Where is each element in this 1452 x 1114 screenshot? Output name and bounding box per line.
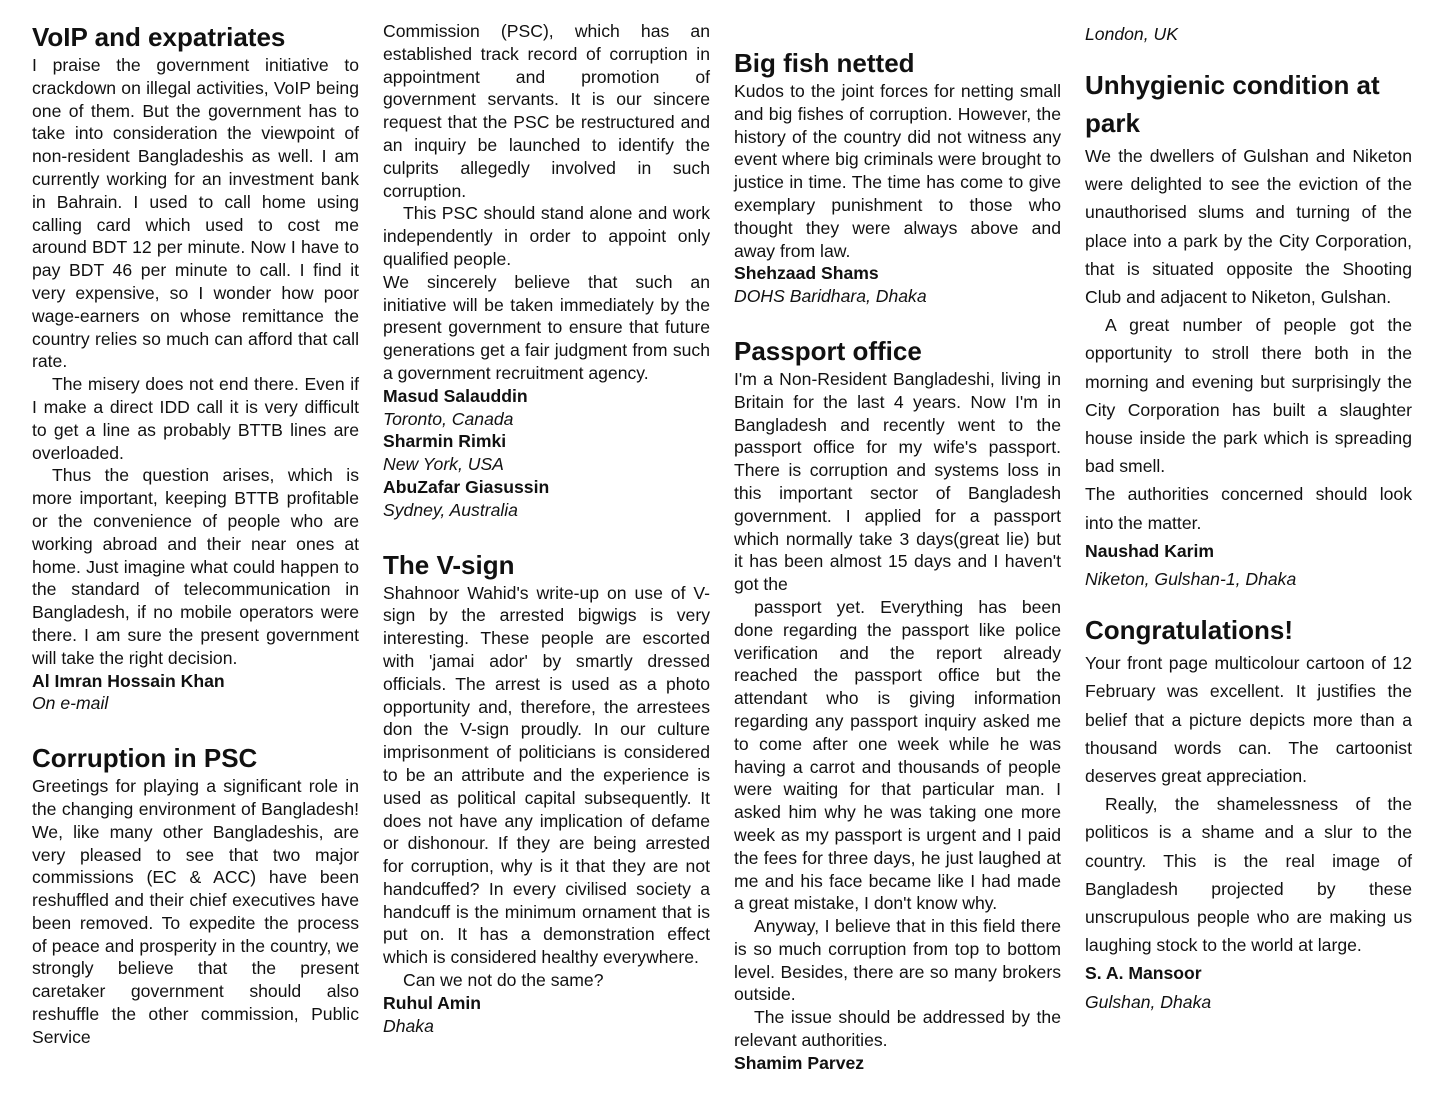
- congrats-location: Gulshan, Dhaka: [1085, 991, 1212, 1012]
- vsign-author: Ruhul Amin: [383, 992, 482, 1013]
- vsign-paragraph-2: Can we not do the same?: [403, 970, 604, 991]
- bigfish-author: Shehzaad Shams: [734, 263, 879, 284]
- spacer: [32, 715, 359, 741]
- psc-author-2: Sharmin Rimki: [383, 431, 507, 452]
- bigfish-paragraph-1: Kudos to the joint forces for netting small and big fishes of corruption. However, the history of the country did not witness any event where big criminals were brought to justice in time. The time has come to give exemplary punishment to those who thought they were always above and away from law.: [734, 81, 1061, 261]
- vsign-paragraph-1: Shahnoor Wahid's write-up on use of V-sign by the arrested bigwigs is very interesting. These people are escorted with 'jamai ador' by smartly dressed officials. The arrest is used as a photo opportunity and, therefore, the arrestees don the V-sign proudly. In our culture imprisonment of politicians is considered to be an attribute and the experience is used as political capital subsequently. It does not have any implication of defame or dishonour. If they are being arrested for corruption, why is it that they are not handcuffed? In every civilised society a handcuff is the minimum ornament that is put on. It has a demonstration effect which is considered healthy everywhere.: [383, 582, 710, 968]
- psc-paragraph-2: This PSC should stand alone and work independently in order to appoint only qualified people.: [383, 203, 710, 269]
- passport-paragraph-3: Anyway, I believe that in this field there is so much corruption from top to bottom level. Besides, there are so many brokers outside.: [734, 916, 1061, 1005]
- congrats-author: S. A. Mansoor: [1085, 963, 1202, 984]
- vsign-location: Dhaka: [383, 1015, 434, 1036]
- column-4: [1085, 20, 1412, 1114]
- column-3: [734, 46, 1061, 1114]
- bigfish-location: DOHS Baridhara, Dhaka: [734, 286, 927, 307]
- spacer: [383, 522, 710, 548]
- headline-congrats: Congratulations!: [1085, 615, 1293, 646]
- spacer: [1085, 48, 1412, 66]
- park-paragraph-3: The authorities concerned should look into the matter.: [1085, 484, 1412, 533]
- psc-location-1: Toronto, Canada: [383, 408, 514, 429]
- headline-voip: VoIP and expatriates: [32, 22, 286, 52]
- psc-location-2: New York, USA: [383, 454, 504, 475]
- voip-location: On e-mail: [32, 693, 109, 714]
- voip-author: Al Imran Hossain Khan: [32, 670, 225, 691]
- headline-passport: Passport office: [734, 335, 922, 366]
- psc-paragraph-1: Greetings for playing a significant role in the changing environment of Bangladesh! We, like many other Bangladeshis, are very pleased to see that two major commissions (EC & ACC) have been reshuffled and their chief executives have been removed. To expedite the process of peace and prosperity in the country, we strongly believe that the present caretaker government should also reshuffle the other commission, Public Service: [32, 776, 359, 1047]
- passport-author: Shamim Parvez: [734, 1052, 865, 1073]
- voip-paragraph-3: Thus the question arises, which is more important, keeping BTTB profitable or the convenience of people who are working abroad and their near ones at home. Just imagine what could happen to the standard of telecommunication in Bangladesh, if no mobile operators were there. I am sure the present government will take the right decision.: [32, 465, 359, 668]
- voip-paragraph-1: I praise the government initiative to crackdown on illegal activities, VoIP being one of them. But the government has to take into consideration the viewpoint of non-resident Bangladeshis as well. I am currently working for an investment bank in Bahrain. I used to call home using calling card which used to cost me around BDT 12 per minute. Now I have to pay BDT 46 per minute to call. I find it very expensive, so I wonder how poor wage-earners on whose remittance the country relies so much can afford that call rate.: [32, 55, 359, 372]
- psc-location-3: Sydney, Australia: [383, 499, 518, 520]
- congrats-paragraph-2: Really, the shamelessness of the politicos is a shame and a slur to the country. This is the real image of Bangladesh projected by these unscrupulous people who are making us laughing stock to the world at large.: [1085, 794, 1412, 956]
- headline-vsign: The V-sign: [383, 549, 515, 580]
- headline-park: Unhygienic condition at park: [1085, 70, 1380, 138]
- column-1: [32, 20, 359, 1114]
- park-location: Niketon, Gulshan-1, Dhaka: [1085, 569, 1297, 590]
- psc-paragraph-1-continued: Commission (PSC), which has an established track record of corruption in appointment and promotion of government servants. It is our sincere request that the PSC be restructured and an inquiry be launched to identify the culprits allegedly involved in such corruption.: [383, 21, 710, 201]
- passport-paragraph-4: The issue should be addressed by the relevant authorities.: [734, 1007, 1061, 1051]
- park-author: Naushad Karim: [1085, 540, 1215, 561]
- spacer: [734, 308, 1061, 334]
- headline-psc: Corruption in PSC: [32, 743, 258, 774]
- voip-paragraph-2: The misery does not end there. Even if I make a direct IDD call it is very difficult to get a line as probably BTTB lines are overloaded.: [32, 374, 359, 463]
- psc-paragraph-3: We sincerely believe that such an initiative will be taken immediately by the present government to ensure that future generations get a fair judgment from such a government recruitment agency.: [383, 271, 710, 383]
- headline-bigfish: Big fish netted: [734, 48, 915, 78]
- park-paragraph-2: A great number of people got the opportunity to stroll there both in the morning and evening but surprisingly the City Corporation has built a slaughter house inside the park which is spreading bad smell.: [1085, 315, 1412, 477]
- spacer: [1085, 593, 1412, 611]
- park-paragraph-1: We the dwellers of Gulshan and Niketon were delighted to see the eviction of the unauthorised slums and turning of the place into a park by the City Corporation, that is situated opposite the Shooting Club and adjacent to Niketon, Gulshan.: [1085, 146, 1412, 308]
- psc-author-3: AbuZafar Giasussin: [383, 476, 550, 497]
- passport-paragraph-1: I'm a Non-Resident Bangladeshi, living in Britain for the last 4 years. Now I'm in Bangladesh and recently went to the passport office for my wife's passport. There is corruption and systems loss in this important sector of Bangladesh government. I applied for a passport which normally take 3 days(great lie) but it has been almost 15 days and I haven't got the: [734, 368, 1061, 595]
- psc-author-1: Masud Salauddin: [383, 385, 528, 406]
- passport-location: London, UK: [1085, 24, 1178, 44]
- passport-paragraph-2: passport yet. Everything has been done regarding the passport like police verification and the report already reached the passport office but the attendant who is giving information regarding any passport inquiry asked me to come after one week while he was having a carrot and thousands of people were waiting for that particular man. I asked him why he was taking one more week as my passport is urgent and I paid the fees for three days, he just laughed at me and his face became like I had made a great mistake, I don't know why.: [734, 596, 1061, 914]
- congrats-paragraph-1: Your front page multicolour cartoon of 12 February was excellent. It justifies the belief that a picture depicts more than a thousand words can. The cartoonist deserves great appreciation.: [1085, 653, 1412, 787]
- column-2: [383, 20, 710, 1114]
